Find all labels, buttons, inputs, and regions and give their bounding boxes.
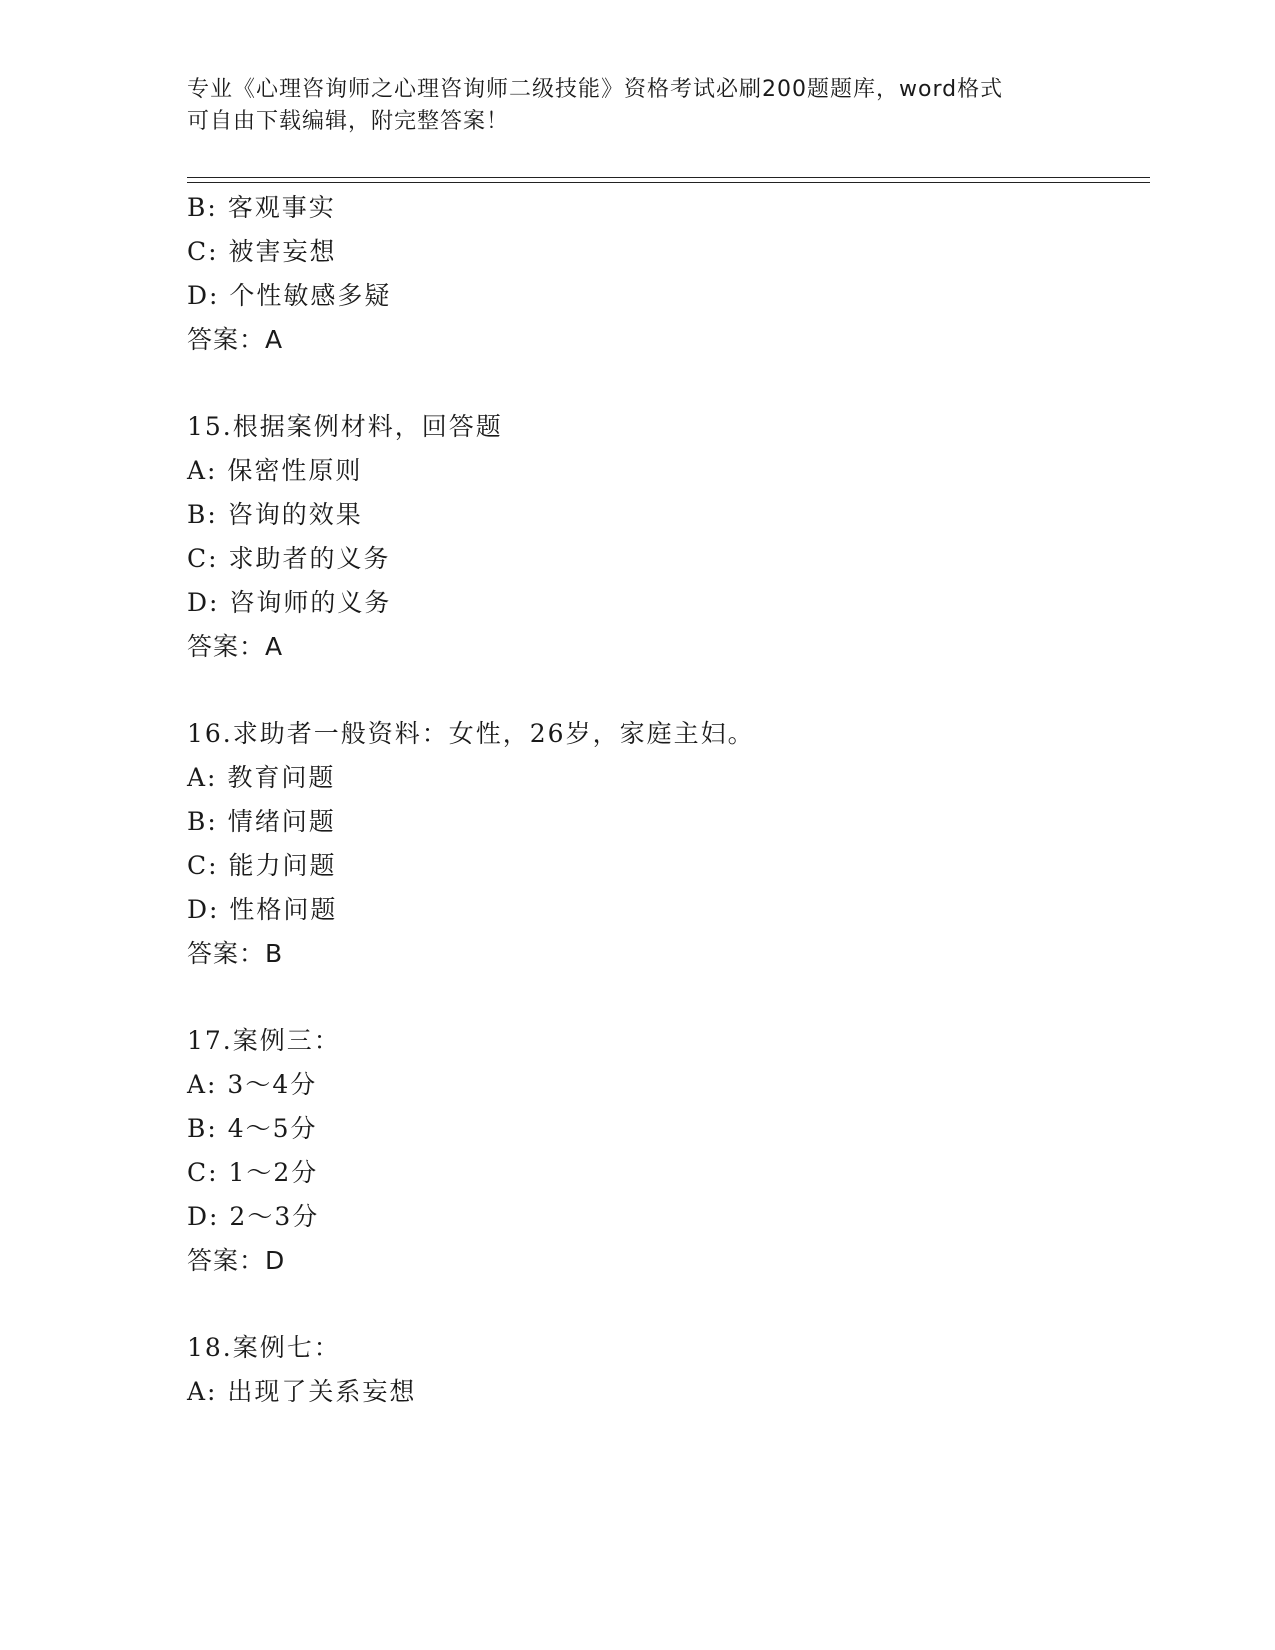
- option-d: D: 性格问题: [187, 895, 338, 924]
- header-line-2: 可自由下载编辑，附完整答案！: [187, 109, 510, 134]
- option-a: A: 出现了关系妄想: [187, 1377, 417, 1406]
- option-b: B: 咨询的效果: [187, 500, 363, 529]
- option-b: B: 情绪问题: [187, 807, 336, 836]
- question-title: 18.案例七：: [187, 1333, 341, 1362]
- question-title: 16.求助者一般资料：女性，26岁，家庭主妇。: [187, 719, 755, 748]
- option-d: D: 2～3分: [187, 1202, 320, 1231]
- option-d: D: 咨询师的义务: [187, 588, 392, 617]
- option-c: C: 被害妄想: [187, 237, 337, 266]
- option-a: A: 3～4分: [187, 1070, 318, 1099]
- option-b: B: 客观事实: [187, 193, 336, 222]
- option-a: A: 保密性原则: [187, 456, 363, 485]
- header-divider-top: [187, 177, 1150, 178]
- option-a: A: 教育问题: [187, 763, 336, 792]
- option-d: D: 个性敏感多疑: [187, 281, 392, 310]
- answer-line: 答案：A: [187, 325, 284, 354]
- question-title: 15.根据案例材料，回答题: [187, 412, 503, 441]
- question-title: 17.案例三：: [187, 1026, 341, 1055]
- answer-line: 答案：D: [187, 1246, 286, 1275]
- option-c: C: 1～2分: [187, 1158, 319, 1187]
- option-c: C: 求助者的义务: [187, 544, 391, 573]
- header-divider-bottom: [187, 182, 1150, 183]
- answer-line: 答案：B: [187, 939, 284, 968]
- header-line-1: 专业《心理咨询师之心理咨询师二级技能》资格考试必刷200题题库，word格式: [187, 77, 1004, 102]
- option-c: C: 能力问题: [187, 851, 337, 880]
- answer-line: 答案：A: [187, 632, 284, 661]
- option-b: B: 4～5分: [187, 1114, 318, 1143]
- document-header: [187, 74, 1087, 138]
